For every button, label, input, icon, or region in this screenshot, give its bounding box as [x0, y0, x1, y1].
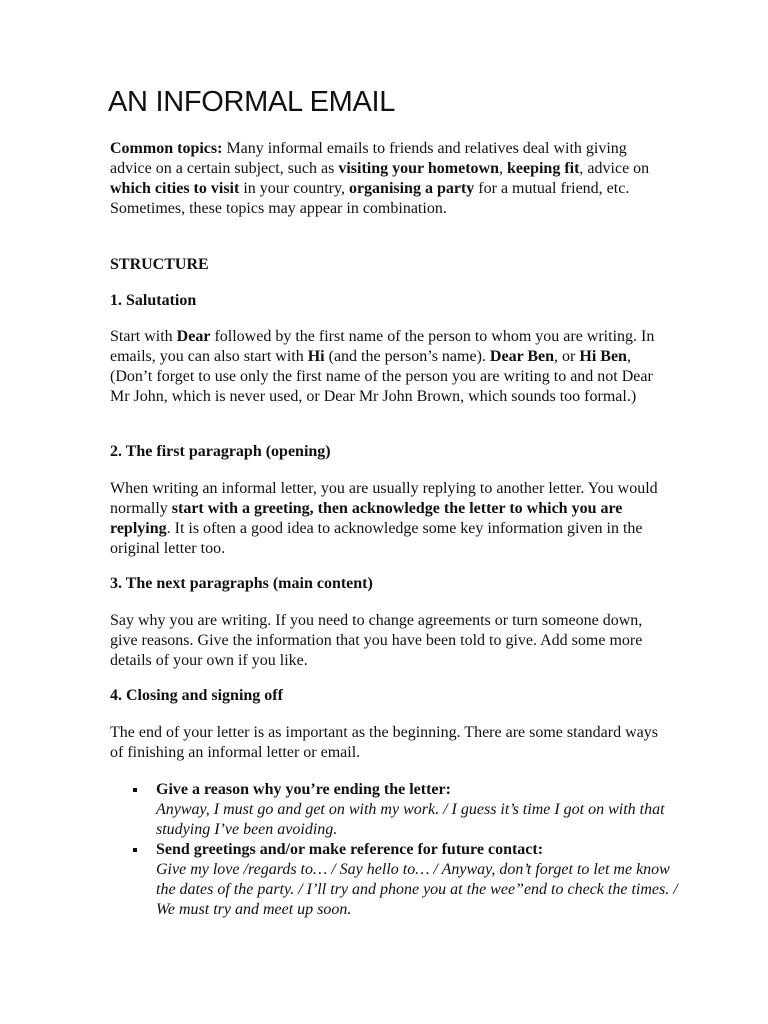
salutation-paragraph [110, 327, 670, 407]
salutation-text-2: followed by the first name of the person to whom you are writing. In emails, you can also start with [110, 328, 655, 365]
bullet-square-icon [133, 848, 137, 852]
opening-bold: start with a greeting, then acknowledge the letter to which you are replying [110, 500, 623, 537]
bullet-lead: Give a reason why you’re ending the letter: [156, 781, 451, 798]
topic-visiting-hometown: visiting your hometown [338, 160, 499, 177]
main-content-paragraph: Say why you are writing. If you need to change agreements or turn someone down, give reasons. Give the information that you have been told to give. Add some more details of your own if you like. [110, 612, 643, 669]
salutation-hi-ben: Hi Ben [579, 348, 627, 365]
page-title: AN INFORMAL EMAIL [108, 86, 396, 118]
common-topics-label: Common topics: [110, 140, 223, 157]
common-topics-text-1: Many informal emails to friends and relatives deal with giving advice on a certain subject, such as [110, 140, 627, 177]
opening-text-1: When writing an informal letter, you are usually replying to another letter. You would normally [110, 480, 658, 517]
topic-keeping-fit: keeping fit [506, 160, 580, 177]
common-topics-paragraph [110, 139, 670, 219]
salutation-text-3: (and the person’s name). [324, 348, 490, 365]
bullet-example: Give my love /regards to… / Say hello to… / Anyway, don’t forget to let me know the dates of the party. / I’ll try and phone you at the wee”end to check the times. / We must try and meet up soon. [156, 861, 678, 918]
list-item [130, 780, 690, 840]
common-topics-text-5: for a mutual friend, etc. Sometimes, these topics may appear in combination. [110, 180, 630, 217]
bullet-lead: Send greetings and/or make reference for future contact: [156, 841, 544, 858]
bullet-example: Anyway, I must go and get on with my work. / I guess it’s time I got on with that studying I’ve been avoiding. [156, 801, 665, 838]
bullet-square-icon [133, 788, 137, 792]
common-topics-text-4: in your country, [239, 180, 349, 197]
salutation-text-5: , (Don’t forget to use only the first name of the person you are writing to and not Dear Mr John, which is never used, or Dear Mr John Brown, which sounds too formal.) [110, 348, 653, 405]
closing-bullet-list [130, 780, 690, 920]
common-topics-text-2: , [498, 160, 507, 177]
closing-heading: 4. Closing and signing off [110, 687, 283, 704]
salutation-dear: Dear [176, 328, 211, 345]
salutation-heading: 1. Salutation [110, 292, 197, 309]
topic-cities-to-visit: which cities to visit [110, 180, 240, 197]
list-item [130, 840, 690, 920]
common-topics-text-3: , advice on [579, 160, 650, 177]
salutation-text-1: Start with [110, 328, 177, 345]
opening-text-2: . It is often a good idea to acknowledge some key information given in the original letter too. [110, 520, 643, 557]
salutation-hi: Hi [307, 348, 325, 365]
structure-heading: STRUCTURE [110, 256, 209, 273]
salutation-text-4: , or [554, 348, 580, 365]
closing-paragraph: The end of your letter is as important as the beginning. There are some standard ways of finishing an informal letter or email. [110, 724, 658, 761]
opening-heading: 2. The first paragraph (opening) [110, 443, 331, 460]
salutation-dear-ben: Dear Ben [489, 348, 555, 365]
main-content-heading: 3. The next paragraphs (main content) [110, 575, 373, 592]
topic-organising-party: organising a party [348, 180, 475, 197]
opening-paragraph [110, 479, 670, 559]
